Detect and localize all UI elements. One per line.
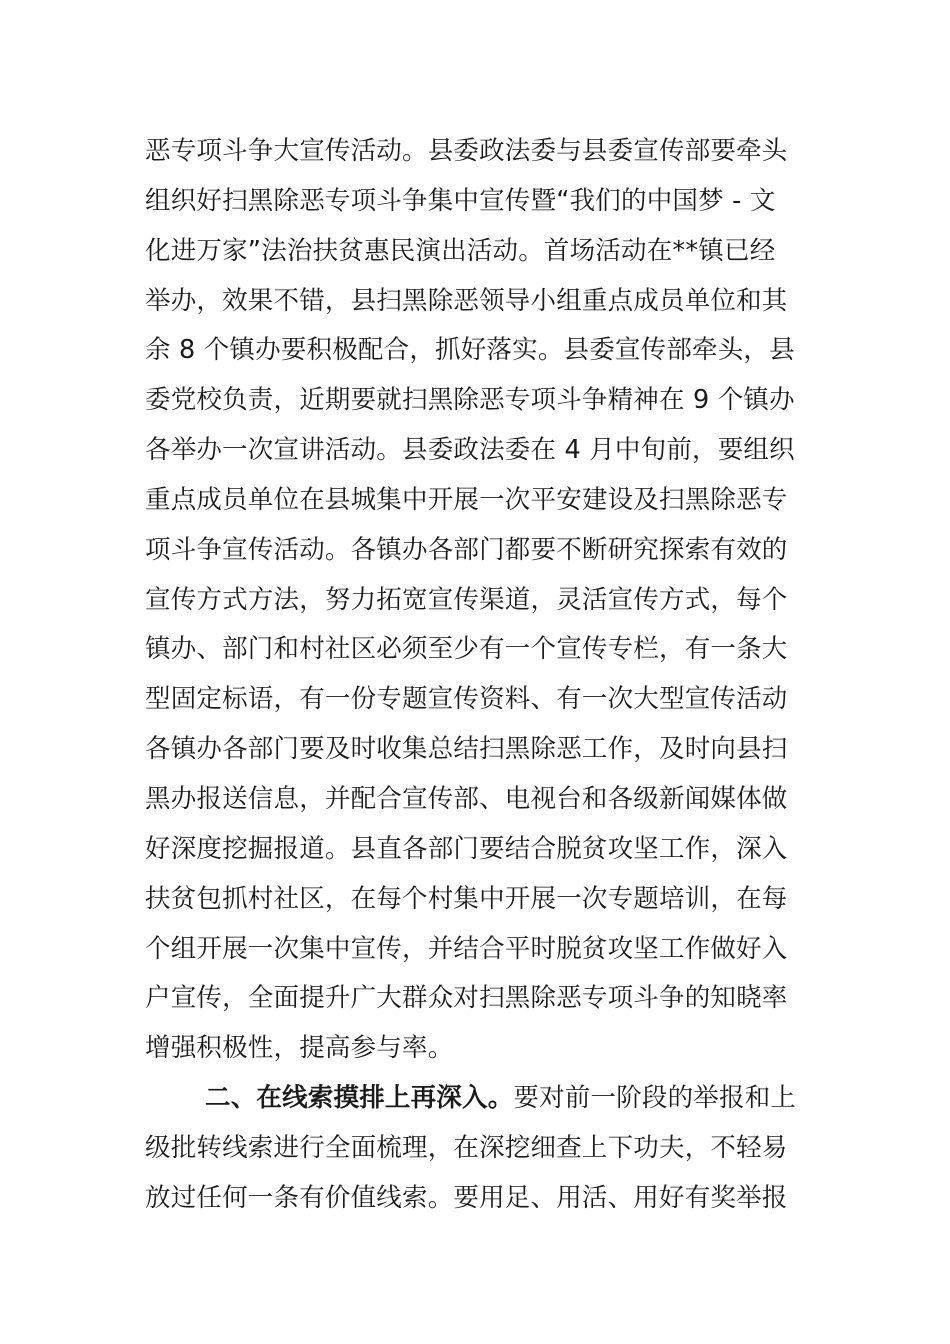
body-line: 个组开展一次集中宣传，并结合平时脱贫攻坚工作做好入: [145, 933, 788, 964]
body-line: 户宣传，全面提升广大群众对扫黑除恶专项斗争的知晓率: [145, 983, 788, 1014]
body-line: 化进万家”法治扶贫惠民演出活动。首场活动在**镇已经: [145, 235, 776, 266]
body-line: 余 8 个镇办要积极配合，抓好落实。县委宣传部牵头，县: [145, 335, 795, 366]
section-heading: 二、在线索摸排上再深入。: [205, 1083, 514, 1114]
body-line: 型固定标语，有一份专题宣传资料、有一次大型宣传活动: [145, 684, 788, 715]
document-body: [145, 127, 810, 1224]
section-text: 要对前一阶段的举报和上: [513, 1083, 797, 1114]
body-line: 扶贫包抓村社区，在每个村集中开展一次专题培训，在每: [145, 883, 788, 914]
body-line: 增强积极性，提高参与率。: [145, 1033, 454, 1064]
body-line: 镇办、部门和村社区必须至少有一个宣传专栏，有一条大: [145, 634, 788, 665]
body-line: 好深度挖掘报道。县直各部门要结合脱贫攻坚工作，深入: [145, 833, 788, 864]
body-line: 项斗争宣传活动。各镇办各部门都要不断研究探索有效的: [145, 534, 788, 565]
body-line: 黑办报送信息，并配合宣传部、电视台和各级新闻媒体做: [145, 783, 788, 814]
body-line: 举办，效果不错，县扫黑除恶领导小组重点成员单位和其: [145, 285, 788, 316]
body-line: 各举办一次宣讲活动。县委政法委在 4 月中旬前，要组织: [145, 435, 795, 466]
body-line: 各镇办各部门要及时收集总结扫黑除恶工作，及时向县扫: [145, 734, 788, 765]
body-line: 宣传方式方法，努力拓宽宣传渠道，灵活宣传方式，每个: [145, 584, 788, 615]
body-line: 恶专项斗争大宣传活动。县委政法委与县委宣传部要牵头: [145, 136, 788, 166]
body-line: 放过任何一条有价值线索。要用足、用活、用好有奖举报: [145, 1182, 788, 1213]
body-line: 级批转线索进行全面梳理，在深挖细查上下功夫，不轻易: [145, 1132, 788, 1163]
section-2-first-line: [145, 1074, 810, 1124]
body-line: 组织好扫黑除恶专项斗争集中宣传暨“我们的中国梦 - 文: [145, 185, 776, 216]
body-line: 委党校负责，近期要就扫黑除恶专项斗争精神在 9 个镇办: [145, 385, 795, 416]
body-line: 重点成员单位在县城集中开展一次平安建设及扫黑除恶专: [145, 484, 788, 515]
